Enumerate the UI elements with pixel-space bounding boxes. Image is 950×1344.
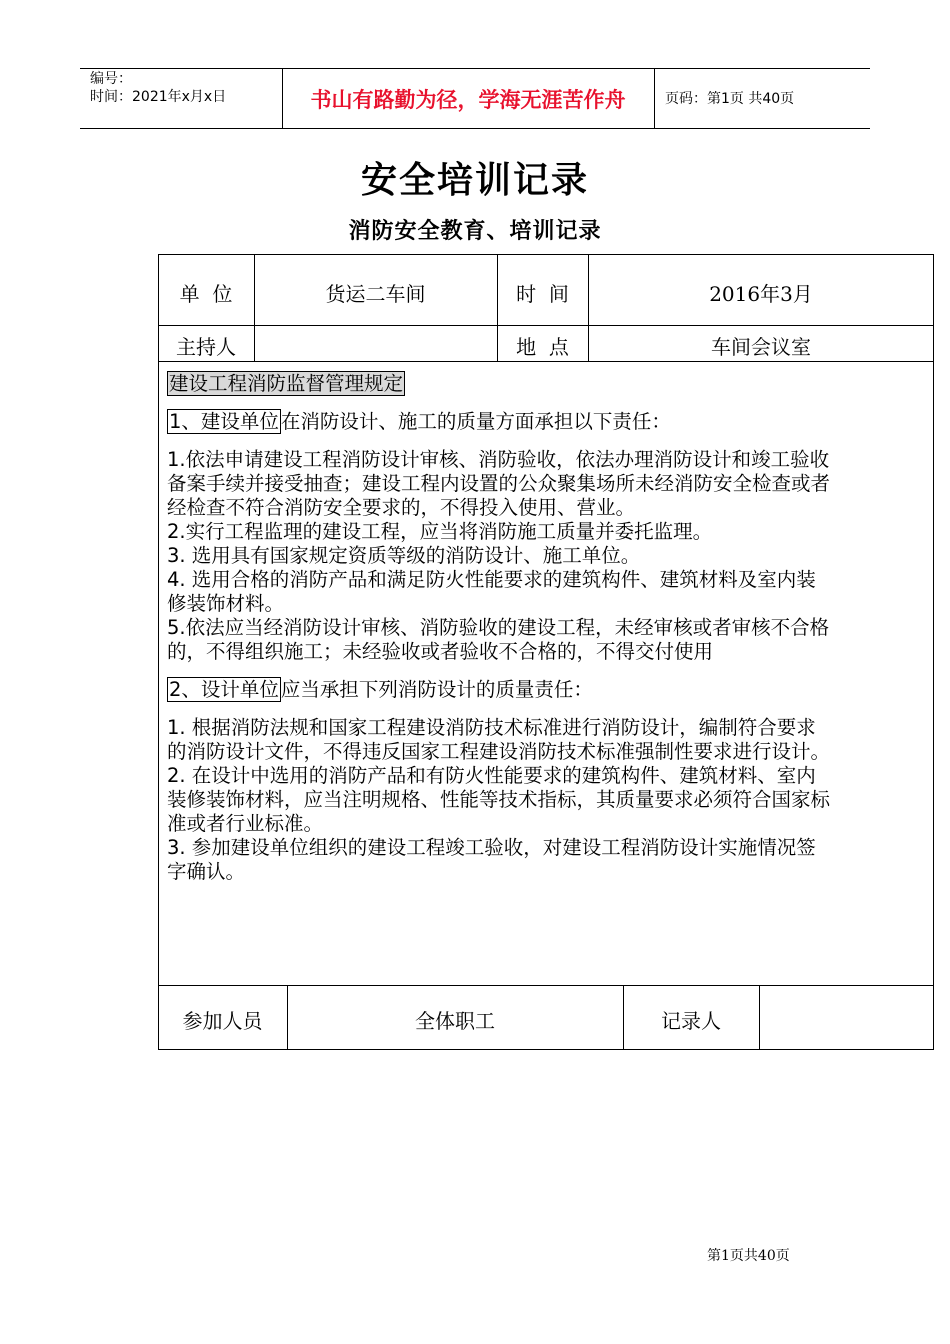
place-value: 车间会议室 — [711, 335, 811, 359]
time-label: 时 间 — [516, 282, 569, 306]
section-2-item: 2. 在设计中选用的消防产品和有防火性能要求的建筑构件、建筑材料、室内装修装饰材料，应当注明规格、性能等技术指标，其质量要求必须符合国家标准或者行业标准。 — [167, 764, 831, 835]
section-1-item: 2.实行工程监理的建设工程，应当将消防施工质量并委托监理。 — [167, 520, 713, 543]
header-motto: 书山有路勤为径，学海无涯苦作舟 — [310, 88, 626, 112]
training-content — [167, 372, 831, 884]
doc-time-label: 时间：2021年x月x日 — [90, 89, 227, 105]
table-rule — [158, 985, 934, 986]
header-bottom-rule — [80, 128, 870, 129]
header-top-rule — [80, 68, 870, 69]
unit-label: 单 位 — [179, 282, 233, 306]
section-1-item: 4. 选用合格的消防产品和满足防火性能要求的建筑构件、建筑材料及室内装修装饰材料。 — [167, 568, 816, 615]
page-subtitle: 消防安全教育、培训记录 — [348, 218, 602, 244]
section-1-item: 1.依法申请建设工程消防设计审核、消防验收，依法办理消防设计和竣工验收备案手续并接受抽查；建设工程内设置的公众聚集场所未经消防安全检查或者经检查不符合消防安全要求的，不得投入使用、营业。 — [167, 448, 831, 519]
participants-value: 全体职工 — [415, 1009, 495, 1033]
section-2-title: 2、设计单位 — [169, 678, 279, 701]
table-rule — [759, 985, 760, 1050]
section-2-intro: 应当承担下列消防设计的质量责任： — [280, 678, 593, 701]
unit-value: 货运二车间 — [325, 282, 426, 306]
table-rule — [254, 254, 255, 361]
section-2-item: 3. 参加建设单位组织的建设工程竣工验收，对建设工程消防设计实施情况签字确认。 — [167, 836, 816, 883]
section-1-intro: 在消防设计、施工的质量方面承担以下责任： — [280, 410, 671, 433]
page-title: 安全培训记录 — [360, 159, 589, 201]
doc-number-label: 编号： — [90, 71, 132, 87]
recorder-label: 记录人 — [661, 1009, 721, 1033]
section-1-item: 5.依法应当经消防设计审核、消防验收的建设工程，未经审核或者审核不合格的，不得组织施工；未经验收或者验收不合格的，不得交付使用 — [167, 616, 830, 663]
header-page-label: 页码：第1页 共40页 — [665, 91, 795, 107]
host-label: 主持人 — [176, 335, 236, 359]
time-value: 2016年3月 — [709, 282, 813, 306]
content-heading: 建设工程消防监督管理规定 — [169, 372, 404, 395]
participants-label: 参加人员 — [182, 1009, 263, 1033]
table-rule — [158, 325, 934, 326]
section-1-item: 3. 选用具有国家规定资质等级的消防设计、施工单位。 — [167, 544, 641, 567]
section-1-title: 1、建设单位 — [169, 410, 279, 433]
header-divider — [654, 68, 655, 128]
table-rule — [158, 361, 934, 362]
page-footer: 第1页共40页 — [707, 1248, 790, 1264]
place-label: 地 点 — [516, 335, 569, 359]
section-2-item: 1. 根据消防法规和国家工程建设消防技术标准进行消防设计，编制符合要求的消防设计文件，不得违反国家工程建设消防技术标准强制性要求进行设计。 — [167, 716, 831, 763]
